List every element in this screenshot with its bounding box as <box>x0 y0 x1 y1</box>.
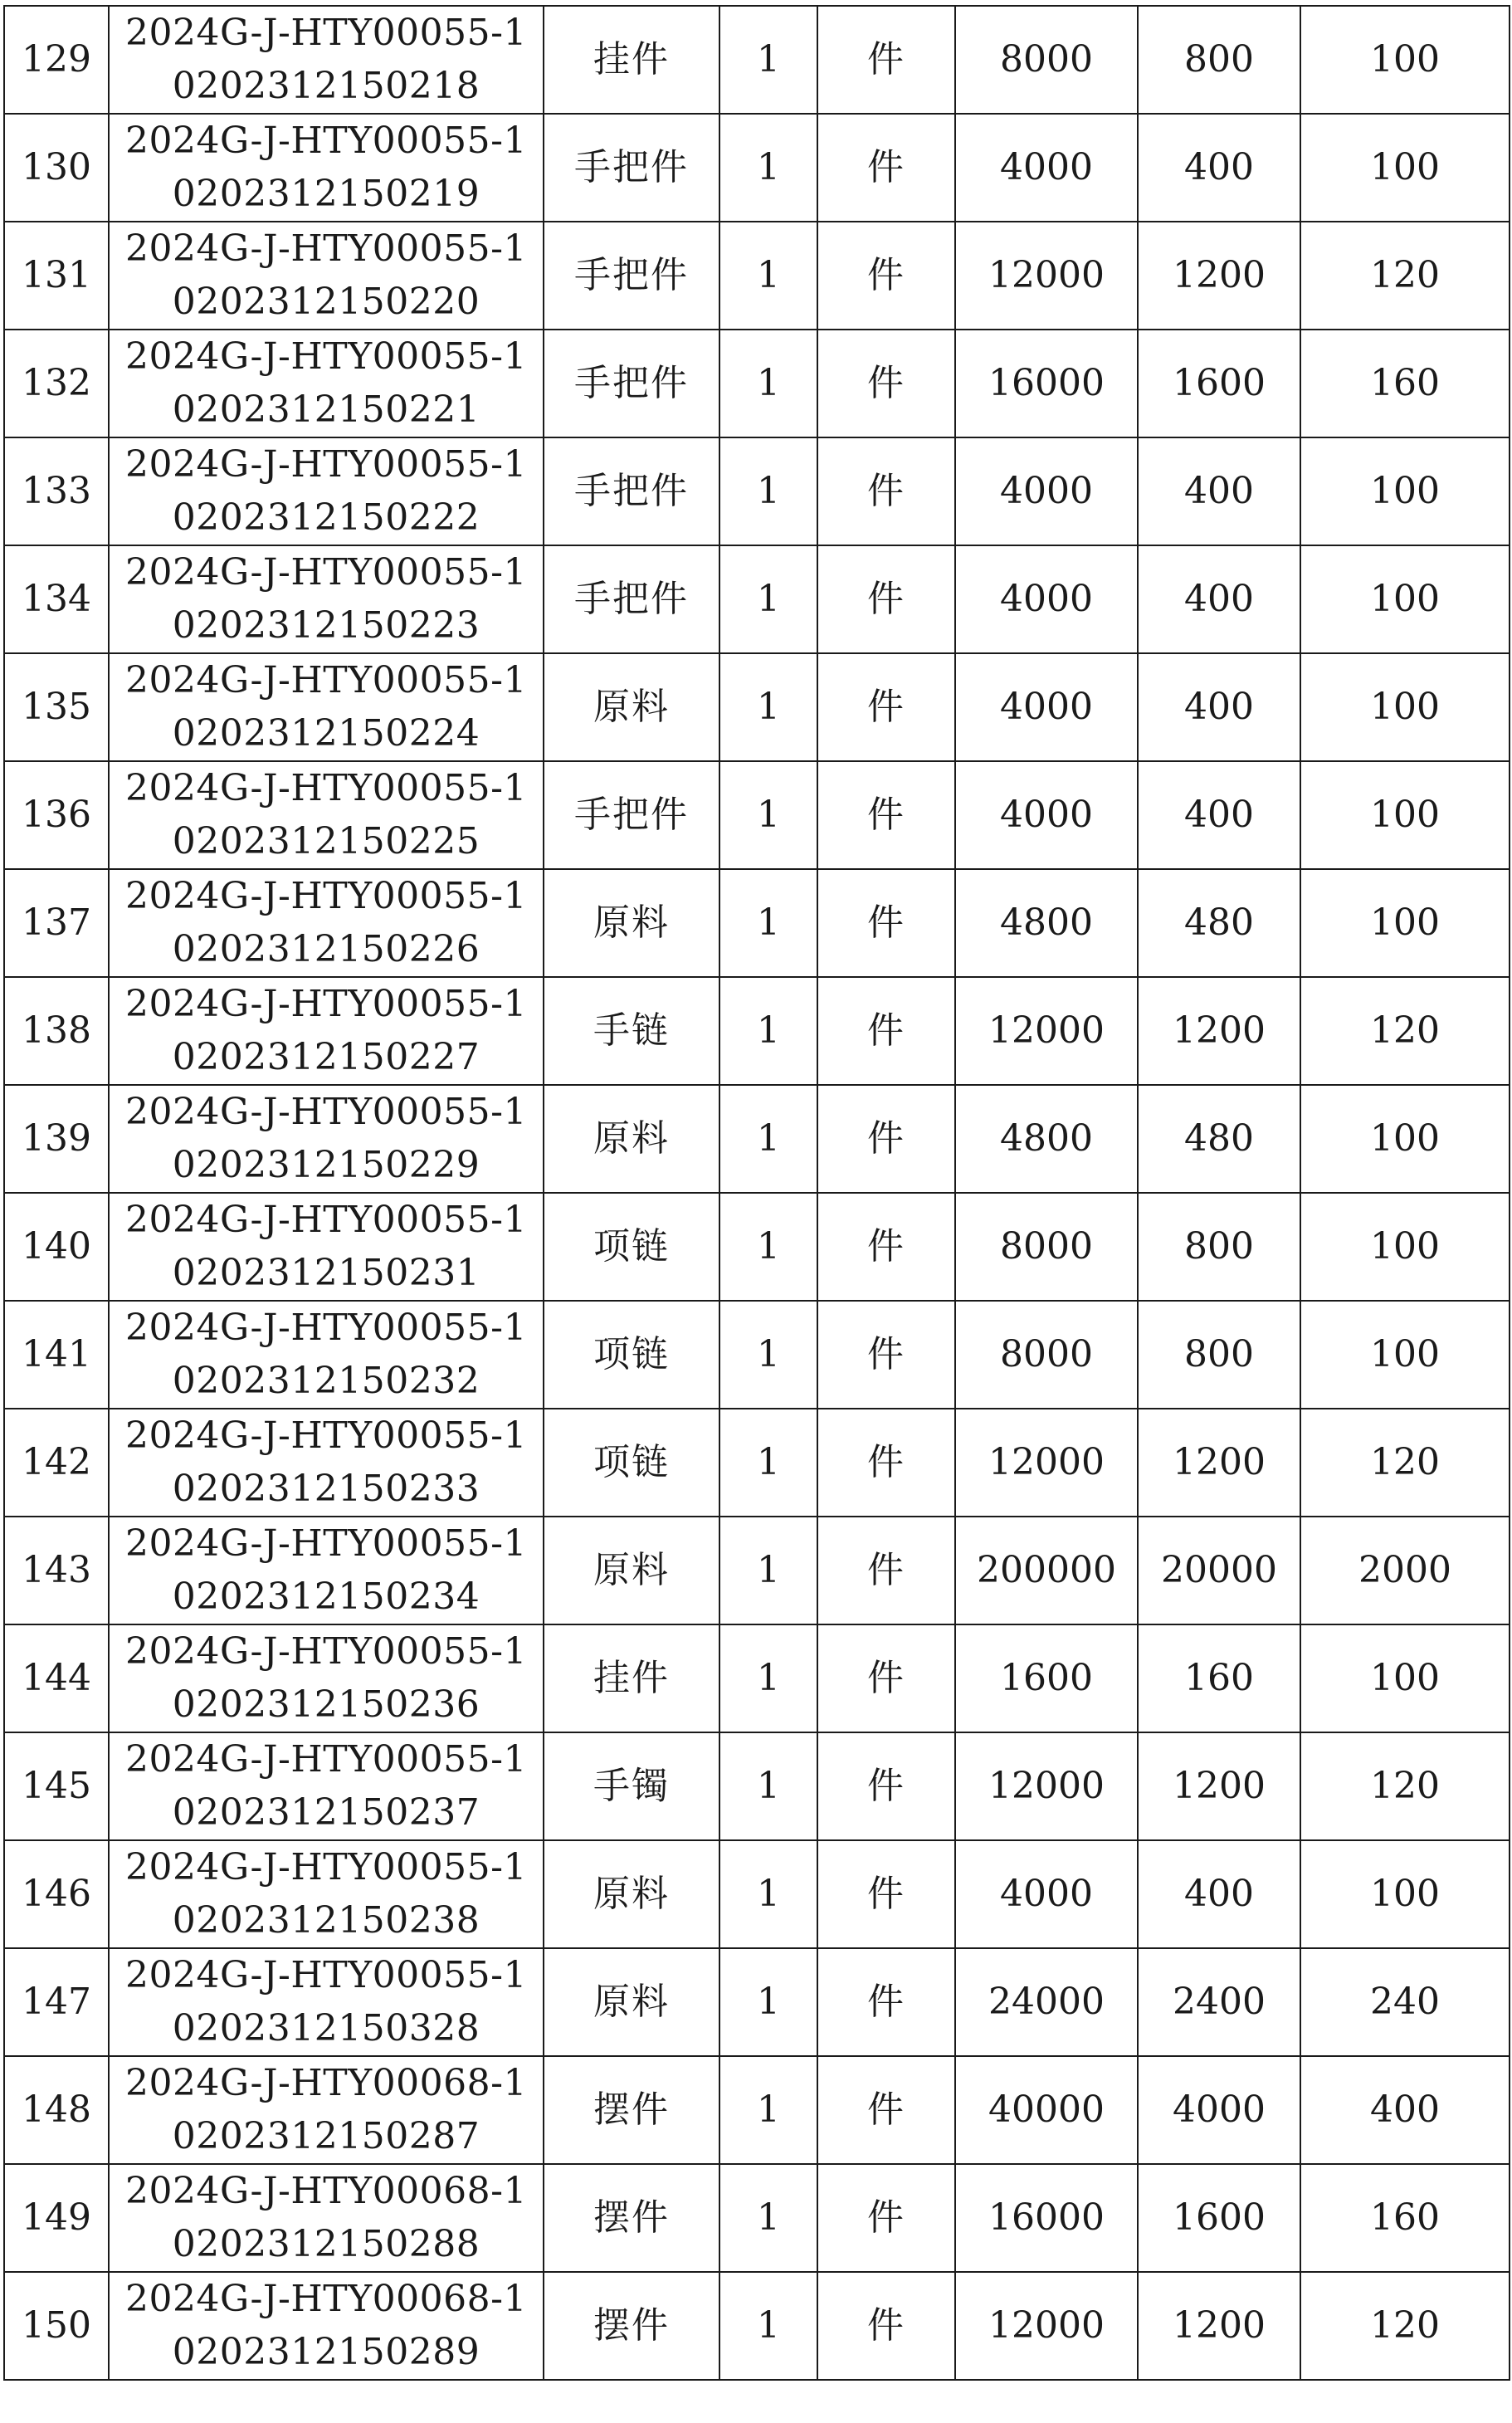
table-row <box>4 114 1510 222</box>
item-name-cell: 原料 <box>544 1517 719 1624</box>
table-row <box>4 1517 1510 1624</box>
quantity-cell: 1 <box>719 330 817 437</box>
value-cell: 40000 <box>955 2056 1138 2164</box>
value-cell: 16000 <box>955 330 1138 437</box>
table-row <box>4 653 1510 761</box>
item-code-line-2: 0202312150221 <box>172 388 480 431</box>
value-cell: 4800 <box>955 1085 1138 1193</box>
item-code-line-2: 0202312150225 <box>172 820 480 862</box>
item-code-line-1: 2024G-J-HTY00055-1 <box>125 767 527 809</box>
tax-cell: 1200 <box>1138 977 1300 1085</box>
tax-cell: 1200 <box>1138 1732 1300 1840</box>
item-name-cell: 项链 <box>544 1193 719 1301</box>
tax-cell: 160 <box>1138 1624 1300 1732</box>
item-code-line-2: 0202312150236 <box>172 1683 480 1726</box>
unit-cell: 件 <box>817 1948 955 2056</box>
item-code-line-2: 0202312150232 <box>172 1360 480 1402</box>
tax-cell: 1200 <box>1138 2272 1300 2380</box>
item-code-line-1: 2024G-J-HTY00055-1 <box>125 1091 527 1133</box>
quantity-cell: 1 <box>719 1409 817 1517</box>
value-cell: 12000 <box>955 1732 1138 1840</box>
tax-cell: 480 <box>1138 1085 1300 1193</box>
item-name-cell: 原料 <box>544 869 719 977</box>
row-number-cell: 138 <box>4 977 109 1085</box>
item-code-line-1: 2024G-J-HTY00055-1 <box>125 1738 527 1781</box>
unit-cell: 件 <box>817 761 955 869</box>
item-name-cell: 挂件 <box>544 1624 719 1732</box>
row-number-cell: 130 <box>4 114 109 222</box>
row-number-cell: 149 <box>4 2164 109 2272</box>
item-name-cell: 摆件 <box>544 2272 719 2380</box>
quantity-cell: 1 <box>719 1624 817 1732</box>
table-row <box>4 1409 1510 1517</box>
fee-cell: 100 <box>1300 1840 1510 1948</box>
tax-cell: 800 <box>1138 6 1300 114</box>
item-code-cell <box>109 653 544 761</box>
row-number-cell: 148 <box>4 2056 109 2164</box>
item-code-line-2: 0202312150224 <box>172 712 480 755</box>
value-cell: 12000 <box>955 977 1138 1085</box>
item-name-cell: 原料 <box>544 1948 719 2056</box>
item-code-line-1: 2024G-J-HTY00055-1 <box>125 1522 527 1565</box>
tax-cell: 800 <box>1138 1193 1300 1301</box>
item-code-line-2: 0202312150220 <box>172 281 480 323</box>
fee-cell: 120 <box>1300 1409 1510 1517</box>
fee-cell: 100 <box>1300 1624 1510 1732</box>
item-code-line-2: 0202312150233 <box>172 1468 480 1510</box>
table-row <box>4 1193 1510 1301</box>
row-number-cell: 144 <box>4 1624 109 1732</box>
tax-cell: 400 <box>1138 114 1300 222</box>
quantity-cell: 1 <box>719 1948 817 2056</box>
item-code-line-1: 2024G-J-HTY00055-1 <box>125 659 527 701</box>
fee-cell: 400 <box>1300 2056 1510 2164</box>
quantity-cell: 1 <box>719 977 817 1085</box>
quantity-cell: 1 <box>719 761 817 869</box>
item-code-line-1: 2024G-J-HTY00068-1 <box>125 2170 527 2212</box>
tax-cell: 400 <box>1138 437 1300 545</box>
item-code-line-2: 0202312150288 <box>172 2223 480 2265</box>
item-code-cell <box>109 1409 544 1517</box>
value-cell: 4000 <box>955 761 1138 869</box>
item-code-cell <box>109 545 544 653</box>
item-code-cell <box>109 2056 544 2164</box>
tax-cell: 1600 <box>1138 2164 1300 2272</box>
item-name-cell: 原料 <box>544 1085 719 1193</box>
row-number-cell: 139 <box>4 1085 109 1193</box>
value-cell: 4800 <box>955 869 1138 977</box>
quantity-cell: 1 <box>719 1732 817 1840</box>
value-cell: 8000 <box>955 1193 1138 1301</box>
table-body <box>4 6 1510 2380</box>
item-code-line-1: 2024G-J-HTY00055-1 <box>125 1846 527 1888</box>
fee-cell: 100 <box>1300 114 1510 222</box>
unit-cell: 件 <box>817 1732 955 1840</box>
tax-cell: 1200 <box>1138 222 1300 330</box>
item-code-line-1: 2024G-J-HTY00055-1 <box>125 443 527 486</box>
quantity-cell: 1 <box>719 1840 817 1948</box>
quantity-cell: 1 <box>719 1517 817 1624</box>
fee-cell: 120 <box>1300 222 1510 330</box>
tax-cell: 1600 <box>1138 330 1300 437</box>
row-number-cell: 143 <box>4 1517 109 1624</box>
row-number-cell: 150 <box>4 2272 109 2380</box>
value-cell: 24000 <box>955 1948 1138 2056</box>
tax-cell: 400 <box>1138 761 1300 869</box>
fee-cell: 100 <box>1300 1301 1510 1409</box>
fee-cell: 2000 <box>1300 1517 1510 1624</box>
value-cell: 4000 <box>955 545 1138 653</box>
table-row <box>4 330 1510 437</box>
item-code-cell <box>109 330 544 437</box>
item-code-line-1: 2024G-J-HTY00055-1 <box>125 1307 527 1349</box>
item-code-line-1: 2024G-J-HTY00055-1 <box>125 12 527 54</box>
item-code-line-2: 0202312150226 <box>172 928 480 970</box>
row-number-cell: 140 <box>4 1193 109 1301</box>
item-code-line-2: 0202312150289 <box>172 2331 480 2373</box>
table-row <box>4 1732 1510 1840</box>
quantity-cell: 1 <box>719 2164 817 2272</box>
unit-cell: 件 <box>817 1409 955 1517</box>
tax-cell: 400 <box>1138 1840 1300 1948</box>
item-code-line-1: 2024G-J-HTY00055-1 <box>125 1414 527 1457</box>
unit-cell: 件 <box>817 1301 955 1409</box>
row-number-cell: 145 <box>4 1732 109 1840</box>
item-code-line-2: 0202312150219 <box>172 173 480 215</box>
item-code-cell <box>109 2272 544 2380</box>
item-name-cell: 原料 <box>544 1840 719 1948</box>
item-code-line-2: 0202312150229 <box>172 1144 480 1186</box>
tax-cell: 20000 <box>1138 1517 1300 1624</box>
item-code-line-1: 2024G-J-HTY00055-1 <box>125 1630 527 1673</box>
item-code-cell <box>109 1948 544 2056</box>
item-code-line-2: 0202312150218 <box>172 65 480 107</box>
item-code-cell <box>109 1840 544 1948</box>
item-code-line-1: 2024G-J-HTY00055-1 <box>125 1954 527 1996</box>
tax-cell: 480 <box>1138 869 1300 977</box>
value-cell: 4000 <box>955 437 1138 545</box>
quantity-cell: 1 <box>719 6 817 114</box>
quantity-cell: 1 <box>719 222 817 330</box>
item-code-line-1: 2024G-J-HTY00055-1 <box>125 551 527 594</box>
item-code-line-1: 2024G-J-HTY00055-1 <box>125 227 527 270</box>
row-number-cell: 134 <box>4 545 109 653</box>
item-code-line-2: 0202312150237 <box>172 1791 480 1834</box>
row-number-cell: 137 <box>4 869 109 977</box>
fee-cell: 120 <box>1300 2272 1510 2380</box>
item-code-line-1: 2024G-J-HTY00055-1 <box>125 335 527 378</box>
value-cell: 200000 <box>955 1517 1138 1624</box>
table-row <box>4 1624 1510 1732</box>
item-name-cell: 手镯 <box>544 1732 719 1840</box>
unit-cell: 件 <box>817 977 955 1085</box>
fee-cell: 160 <box>1300 330 1510 437</box>
table-row <box>4 1301 1510 1409</box>
fee-cell: 100 <box>1300 1193 1510 1301</box>
table-row <box>4 1948 1510 2056</box>
item-name-cell: 手把件 <box>544 330 719 437</box>
item-table <box>3 5 1510 2381</box>
row-number-cell: 131 <box>4 222 109 330</box>
unit-cell: 件 <box>817 6 955 114</box>
value-cell: 8000 <box>955 6 1138 114</box>
item-name-cell: 项链 <box>544 1409 719 1517</box>
item-name-cell: 手链 <box>544 977 719 1085</box>
row-number-cell: 135 <box>4 653 109 761</box>
table-row <box>4 2056 1510 2164</box>
row-number-cell: 136 <box>4 761 109 869</box>
table-row <box>4 437 1510 545</box>
item-name-cell: 手把件 <box>544 114 719 222</box>
fee-cell: 100 <box>1300 761 1510 869</box>
unit-cell: 件 <box>817 1517 955 1624</box>
tax-cell: 800 <box>1138 1301 1300 1409</box>
unit-cell: 件 <box>817 545 955 653</box>
quantity-cell: 1 <box>719 545 817 653</box>
tax-cell: 400 <box>1138 653 1300 761</box>
table-row <box>4 869 1510 977</box>
unit-cell: 件 <box>817 222 955 330</box>
item-code-line-2: 0202312150238 <box>172 1899 480 1942</box>
fee-cell: 100 <box>1300 869 1510 977</box>
value-cell: 4000 <box>955 653 1138 761</box>
item-code-cell <box>109 2164 544 2272</box>
tax-cell: 1200 <box>1138 1409 1300 1517</box>
item-code-line-2: 0202312150223 <box>172 604 480 647</box>
item-name-cell: 挂件 <box>544 6 719 114</box>
item-name-cell: 手把件 <box>544 545 719 653</box>
unit-cell: 件 <box>817 1085 955 1193</box>
tax-cell: 400 <box>1138 545 1300 653</box>
unit-cell: 件 <box>817 114 955 222</box>
fee-cell: 100 <box>1300 653 1510 761</box>
tax-cell: 4000 <box>1138 2056 1300 2164</box>
table-row <box>4 545 1510 653</box>
table-row <box>4 2164 1510 2272</box>
quantity-cell: 1 <box>719 869 817 977</box>
quantity-cell: 1 <box>719 114 817 222</box>
value-cell: 4000 <box>955 114 1138 222</box>
item-code-cell <box>109 869 544 977</box>
item-code-line-2: 0202312150222 <box>172 496 480 539</box>
value-cell: 4000 <box>955 1840 1138 1948</box>
unit-cell: 件 <box>817 2056 955 2164</box>
table-row <box>4 6 1510 114</box>
quantity-cell: 1 <box>719 1301 817 1409</box>
item-code-cell <box>109 1732 544 1840</box>
unit-cell: 件 <box>817 437 955 545</box>
item-code-cell <box>109 437 544 545</box>
unit-cell: 件 <box>817 2164 955 2272</box>
value-cell: 16000 <box>955 2164 1138 2272</box>
value-cell: 8000 <box>955 1301 1138 1409</box>
item-code-cell <box>109 114 544 222</box>
row-number-cell: 129 <box>4 6 109 114</box>
item-code-cell <box>109 1085 544 1193</box>
item-name-cell: 摆件 <box>544 2056 719 2164</box>
unit-cell: 件 <box>817 653 955 761</box>
item-code-cell <box>109 1624 544 1732</box>
row-number-cell: 133 <box>4 437 109 545</box>
table-row <box>4 1840 1510 1948</box>
item-code-line-1: 2024G-J-HTY00055-1 <box>125 983 527 1025</box>
row-number-cell: 141 <box>4 1301 109 1409</box>
fee-cell: 120 <box>1300 977 1510 1085</box>
fee-cell: 100 <box>1300 437 1510 545</box>
fee-cell: 120 <box>1300 1732 1510 1840</box>
item-code-cell <box>109 1517 544 1624</box>
quantity-cell: 1 <box>719 653 817 761</box>
item-name-cell: 原料 <box>544 653 719 761</box>
quantity-cell: 1 <box>719 1085 817 1193</box>
item-code-line-2: 0202312150234 <box>172 1575 480 1618</box>
item-name-cell: 摆件 <box>544 2164 719 2272</box>
item-name-cell: 项链 <box>544 1301 719 1409</box>
item-code-cell <box>109 1301 544 1409</box>
item-code-line-1: 2024G-J-HTY00068-1 <box>125 2278 527 2320</box>
item-code-line-1: 2024G-J-HTY00068-1 <box>125 2062 527 2104</box>
tax-cell: 2400 <box>1138 1948 1300 2056</box>
unit-cell: 件 <box>817 1193 955 1301</box>
item-code-line-2: 0202312150227 <box>172 1036 480 1078</box>
table-row <box>4 977 1510 1085</box>
fee-cell: 100 <box>1300 6 1510 114</box>
item-code-line-1: 2024G-J-HTY00055-1 <box>125 875 527 917</box>
table-row <box>4 761 1510 869</box>
unit-cell: 件 <box>817 330 955 437</box>
item-code-cell <box>109 977 544 1085</box>
row-number-cell: 142 <box>4 1409 109 1517</box>
quantity-cell: 1 <box>719 2056 817 2164</box>
item-code-line-1: 2024G-J-HTY00055-1 <box>125 120 527 162</box>
row-number-cell: 146 <box>4 1840 109 1948</box>
fee-cell: 240 <box>1300 1948 1510 2056</box>
table-row <box>4 1085 1510 1193</box>
quantity-cell: 1 <box>719 1193 817 1301</box>
item-code-line-1: 2024G-J-HTY00055-1 <box>125 1199 527 1241</box>
fee-cell: 100 <box>1300 545 1510 653</box>
item-code-cell <box>109 761 544 869</box>
unit-cell: 件 <box>817 2272 955 2380</box>
item-code-line-2: 0202312150231 <box>172 1252 480 1294</box>
value-cell: 12000 <box>955 222 1138 330</box>
unit-cell: 件 <box>817 869 955 977</box>
item-code-line-2: 0202312150287 <box>172 2115 480 2157</box>
quantity-cell: 1 <box>719 2272 817 2380</box>
row-number-cell: 147 <box>4 1948 109 2056</box>
item-name-cell: 手把件 <box>544 437 719 545</box>
value-cell: 12000 <box>955 1409 1138 1517</box>
item-code-cell <box>109 222 544 330</box>
row-number-cell: 132 <box>4 330 109 437</box>
table-row <box>4 2272 1510 2380</box>
fee-cell: 160 <box>1300 2164 1510 2272</box>
item-code-line-2: 0202312150328 <box>172 2007 480 2049</box>
item-code-cell <box>109 6 544 114</box>
unit-cell: 件 <box>817 1624 955 1732</box>
table-row <box>4 222 1510 330</box>
quantity-cell: 1 <box>719 437 817 545</box>
item-name-cell: 手把件 <box>544 222 719 330</box>
value-cell: 12000 <box>955 2272 1138 2380</box>
fee-cell: 100 <box>1300 1085 1510 1193</box>
item-code-cell <box>109 1193 544 1301</box>
value-cell: 1600 <box>955 1624 1138 1732</box>
item-name-cell: 手把件 <box>544 761 719 869</box>
unit-cell: 件 <box>817 1840 955 1948</box>
